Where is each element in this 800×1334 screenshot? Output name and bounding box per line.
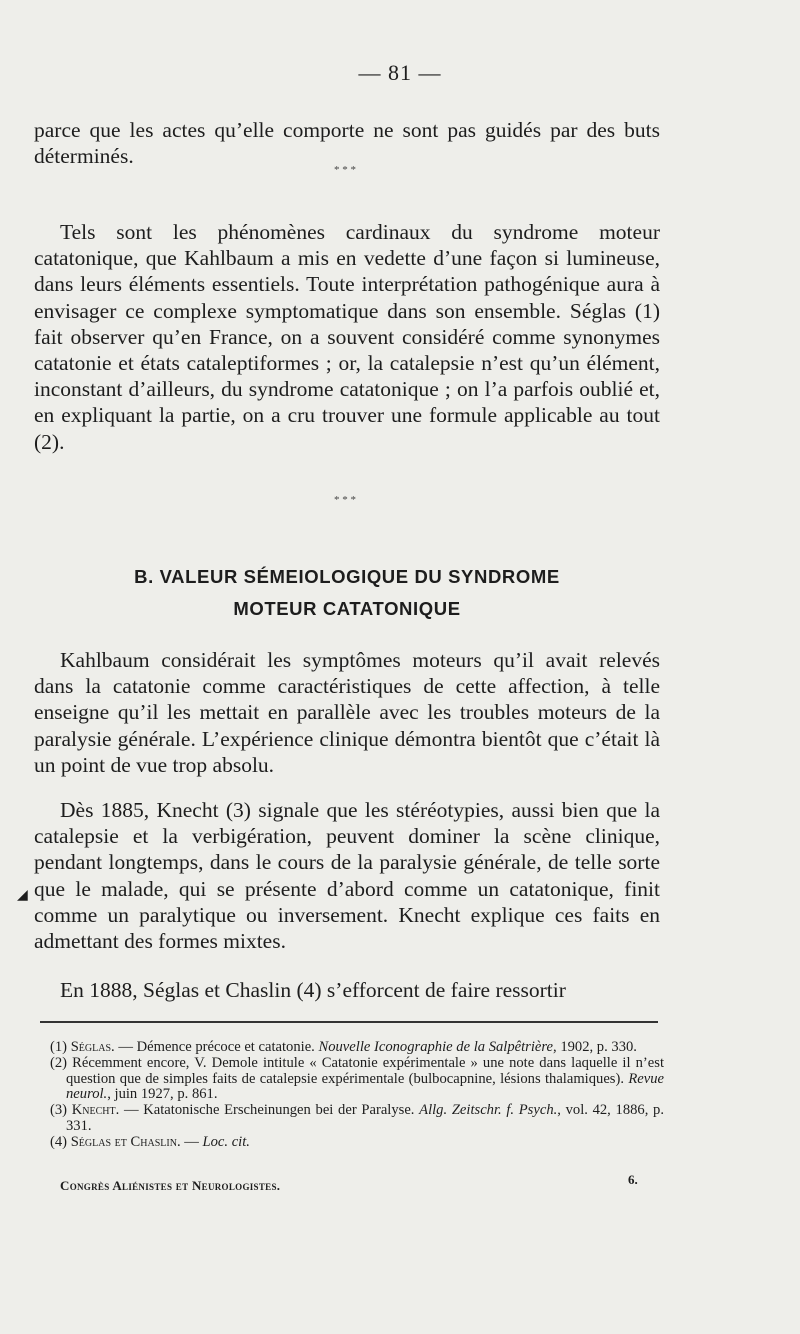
margin-mark: ◢: [17, 888, 28, 903]
footnote-4: (4) Séglas et Chaslin. — Loc. cit.: [50, 1133, 250, 1150]
footnote-3: (3) Knecht. — Katatonische Erscheinungen bei der Paralyse. Allg. Zeitschr. f. Psych., vol. 42, 1886, p. 331.: [50, 1102, 664, 1134]
footnote-2: (2) Récemment encore, V. Demole intitule « Catatonie expérimentale » une note dans laquelle il n’est question que de simples faits de catalepsie expérimentale (bulbocapnine, lésions thalamiques). Revue neurol., juin 1927, p. 861.: [50, 1054, 664, 1103]
asterism-1: * * *: [334, 164, 356, 176]
paragraph-continuation: parce que les actes qu’elle comporte ne sont pas guidés par des buts déterminés.: [34, 118, 660, 169]
section-heading-line-2: MOTEUR CATATONIQUE: [233, 598, 461, 619]
section-heading: [34, 561, 660, 625]
footnote-rule: [40, 1021, 658, 1023]
paragraph-cardinal-phenomena: Tels sont les phénomènes cardinaux du syndrome moteur catatonique, que Kahlbaum a mis en vedette d’une façon si lumineuse, dans leurs éléments essentiels. Toute interprétation pathogénique aura à envisager ce complexe symptomatique dans son ensemble. Séglas (1) fait observer qu’en France, on a souvent considéré comme synonymes catatonie et états cataleptiformes ; or, la catalepsie n’est qu’un élément, inconstant d’ailleurs, du syndrome catatonique ; on l’a parfois oublié et, en expliquant la partie, on a cru trouver une formule applicable au tout (2).: [34, 220, 660, 454]
sheet-signature: 6.: [628, 1172, 638, 1187]
asterism-2: * * *: [334, 494, 356, 506]
footer-signature-line: Congrès Aliénistes et Neurologistes.: [60, 1178, 281, 1193]
paragraph-kahlbaum: Kahlbaum considérait les symptômes moteurs qu’il avait relevés dans la catatonie comme caractéristiques de cette affection, à telle enseigne qu’il les mettait en parallèle avec les troubles moteurs de la paralysie générale. L’expérience clinique démontra bientôt que c’était là un point de vue trop absolu.: [34, 648, 660, 777]
footnotes: [50, 1040, 664, 1151]
footnote-1: (1) Séglas. — Démence précoce et catatonie. Nouvelle Iconographie de la Salpêtrière, 1902, p. 330.: [50, 1039, 637, 1055]
paragraph-knecht: Dès 1885, Knecht (3) signale que les stéréotypies, aussi bien que la catalepsie et la verbigération, peuvent dominer la scène clinique, pendant longtemps, dans le cours de la paralysie générale, de telle sorte que le malade, qui se présente d’abord comme un catatonique, finit comme un paralytique ou inversement. Knecht explique ces faits en admettant des formes mixtes.: [34, 798, 660, 954]
section-heading-line-1: B. VALEUR SÉMEIOLOGIQUE DU SYNDROME: [134, 566, 560, 587]
page-number: — 81 —: [358, 60, 442, 85]
paragraph-seglas-chaslin: En 1888, Séglas et Chaslin (4) s’efforcent de faire ressortir: [60, 978, 566, 1002]
